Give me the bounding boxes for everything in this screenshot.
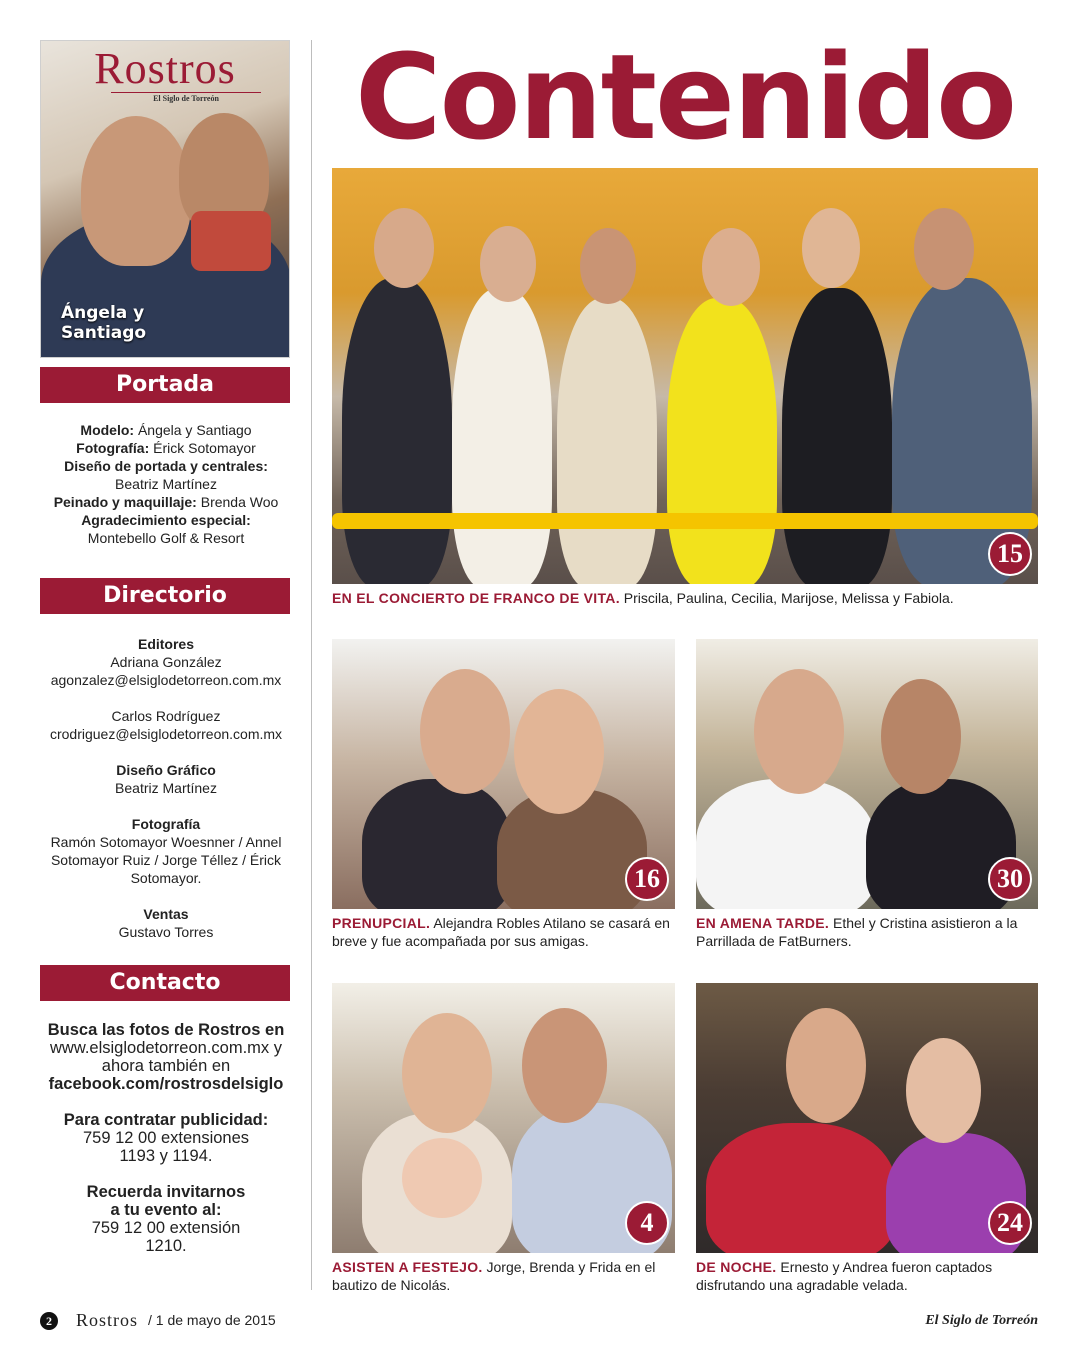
page-badge: 16 [625, 857, 669, 901]
credit-label: Modelo: [80, 422, 135, 438]
page-footer [40, 1310, 1040, 1334]
page-badge: 24 [988, 1201, 1032, 1245]
page-title: Contenido [354, 28, 1016, 166]
credit-line [40, 439, 292, 457]
portada-credits [40, 421, 292, 547]
editors-block [40, 635, 292, 689]
credit-line [40, 511, 292, 529]
railing-shape [332, 513, 1038, 529]
story-text: Ethel y Cristina asistieron a la Parrillada de FatBurners. [696, 915, 1018, 949]
page-badge: 15 [988, 532, 1032, 576]
person-head [522, 1008, 607, 1123]
credit-value: Beatriz Martínez [115, 476, 217, 492]
story-caption [696, 914, 1038, 950]
credit-line [40, 493, 292, 511]
story-lead: PRENUPCIAL. [332, 915, 431, 931]
contact-invite [40, 1183, 292, 1255]
person-shape [706, 1123, 896, 1253]
person-shape [782, 288, 892, 584]
person-head [914, 208, 974, 290]
design-label: Diseño Gráfico [116, 762, 216, 778]
story-text: Jorge, Brenda y Frida en el bautizo de Nicolás. [332, 1259, 656, 1293]
person-head [580, 228, 636, 304]
story-caption [332, 914, 675, 950]
credit-value: Érick Sotomayor [149, 440, 256, 456]
cover-masthead: Rostros [94, 44, 236, 93]
page-badge: 30 [988, 857, 1032, 901]
cover-caption [61, 303, 146, 343]
contact-link[interactable]: facebook.com/rostrosdelsiglo [48, 1075, 284, 1093]
story-text: Alejandra Robles Atilano se casará en breve y fue acompañada por sus amigas. [332, 915, 670, 949]
credit-line [40, 421, 292, 439]
person-head [702, 228, 760, 306]
person-shape [667, 298, 777, 584]
credit-label: Diseño de portada y centrales: [64, 458, 268, 474]
cover-caption-line: Santiago [61, 323, 147, 343]
credit-label: Peinado y maquillaje: [53, 494, 197, 510]
editor-name: Adriana González [110, 654, 222, 670]
credit-label: Agradecimiento especial: [81, 512, 251, 528]
person-head [402, 1138, 482, 1218]
invite-phone: 759 12 00 extensión [91, 1219, 241, 1237]
story-text: Ernesto y Andrea fueron captados disfrutando una agradable velada. [696, 1259, 993, 1293]
portada-heading: Portada [40, 367, 290, 403]
editors-block [40, 707, 292, 743]
contact-line: Busca las fotos de Rostros en [47, 1021, 285, 1039]
cover-photo-shape [81, 116, 191, 266]
person-head [906, 1038, 981, 1143]
story-photo[interactable] [696, 639, 1038, 909]
page-badge: 4 [625, 1201, 669, 1245]
person-shape [362, 779, 512, 909]
directorio-heading: Directorio [40, 578, 290, 614]
person-shape [696, 779, 876, 909]
person-head [374, 208, 434, 288]
person-head [402, 1013, 492, 1133]
invite-label: Recuerda invitarnos [86, 1183, 246, 1201]
footer-masthead: Rostros [76, 1310, 139, 1330]
story-photo[interactable] [332, 168, 1038, 584]
contacto-list [40, 1021, 292, 1255]
design-block [40, 761, 292, 797]
story-caption [696, 1258, 1038, 1294]
story-lead: DE NOCHE. [696, 1259, 777, 1275]
photo-block [40, 815, 292, 887]
ads-phone: 1193 y 1194. [119, 1147, 213, 1165]
person-head [480, 226, 536, 302]
credit-value: Montebello Golf & Resort [87, 530, 245, 546]
credit-value: Ángela y Santiago [134, 422, 252, 438]
cover-thumbnail[interactable] [40, 40, 290, 358]
invite-phone: 1210. [145, 1237, 187, 1255]
story-text: Priscila, Paulina, Cecilia, Marijose, Melissa y Fabiola. [619, 590, 954, 606]
story-lead: EN EL CONCIERTO DE FRANCO DE VITA. [332, 590, 620, 606]
footer-date: / 1 de mayo de 2015 [148, 1312, 276, 1328]
contact-line: ahora también en [101, 1057, 231, 1075]
credit-value: Brenda Woo [196, 494, 279, 510]
story-photo[interactable] [696, 983, 1038, 1253]
contact-ads [40, 1111, 292, 1165]
sales-label: Ventas [143, 906, 189, 922]
cover-photo-shape [191, 211, 271, 271]
ads-label: Para contratar publicidad: [63, 1111, 269, 1129]
directorio-list [40, 635, 292, 941]
column-divider [311, 40, 312, 1290]
page-number: 2 [40, 1312, 58, 1330]
sidebar [40, 40, 292, 1273]
contacto-heading: Contacto [40, 965, 290, 1001]
credit-label: Fotografía: [76, 440, 150, 456]
person-shape [557, 298, 657, 584]
person-head [802, 208, 860, 288]
story-photo[interactable] [332, 639, 675, 909]
person-head [514, 689, 604, 814]
editor-name: Carlos Rodríguez [111, 708, 221, 724]
editor-email[interactable]: agonzalez@elsiglodetorreon.com.mx [50, 672, 282, 688]
credit-line [40, 457, 292, 475]
ads-phone: 759 12 00 extensiones [82, 1129, 250, 1147]
person-head [754, 669, 844, 794]
design-name: Beatriz Martínez [115, 780, 217, 796]
person-head [881, 679, 961, 794]
person-shape [452, 288, 552, 584]
cover-caption-line: Ángela y [61, 303, 145, 323]
person-shape [342, 278, 452, 584]
person-head [420, 669, 510, 794]
story-lead: EN AMENA TARDE. [696, 915, 830, 931]
cover-subtitle: El Siglo de Torreón [111, 92, 261, 103]
editors-label: Editores [137, 636, 194, 652]
sales-block [40, 905, 292, 941]
editor-email[interactable]: crodriguez@elsiglodetorreon.com.mx [49, 726, 283, 742]
person-head [786, 1008, 866, 1123]
story-caption [332, 589, 1038, 607]
contact-web [40, 1021, 292, 1093]
photo-label: Fotografía [131, 816, 201, 832]
contact-link[interactable]: www.elsiglodetorreon.com.mx y [50, 1039, 282, 1057]
photo-names: Sotomayor Ruiz / Jorge Téllez / Érick [50, 852, 282, 868]
story-photo[interactable] [332, 983, 675, 1253]
photo-names: Sotomayor. [130, 870, 202, 886]
story-caption [332, 1258, 675, 1294]
photo-names: Ramón Sotomayor Woesnner / Annel [50, 834, 282, 850]
sales-name: Gustavo Torres [118, 924, 214, 940]
invite-label: a tu evento al: [110, 1201, 222, 1219]
footer-publisher: El Siglo de Torreón [925, 1313, 1038, 1328]
story-lead: ASISTEN A FESTEJO. [332, 1259, 483, 1275]
